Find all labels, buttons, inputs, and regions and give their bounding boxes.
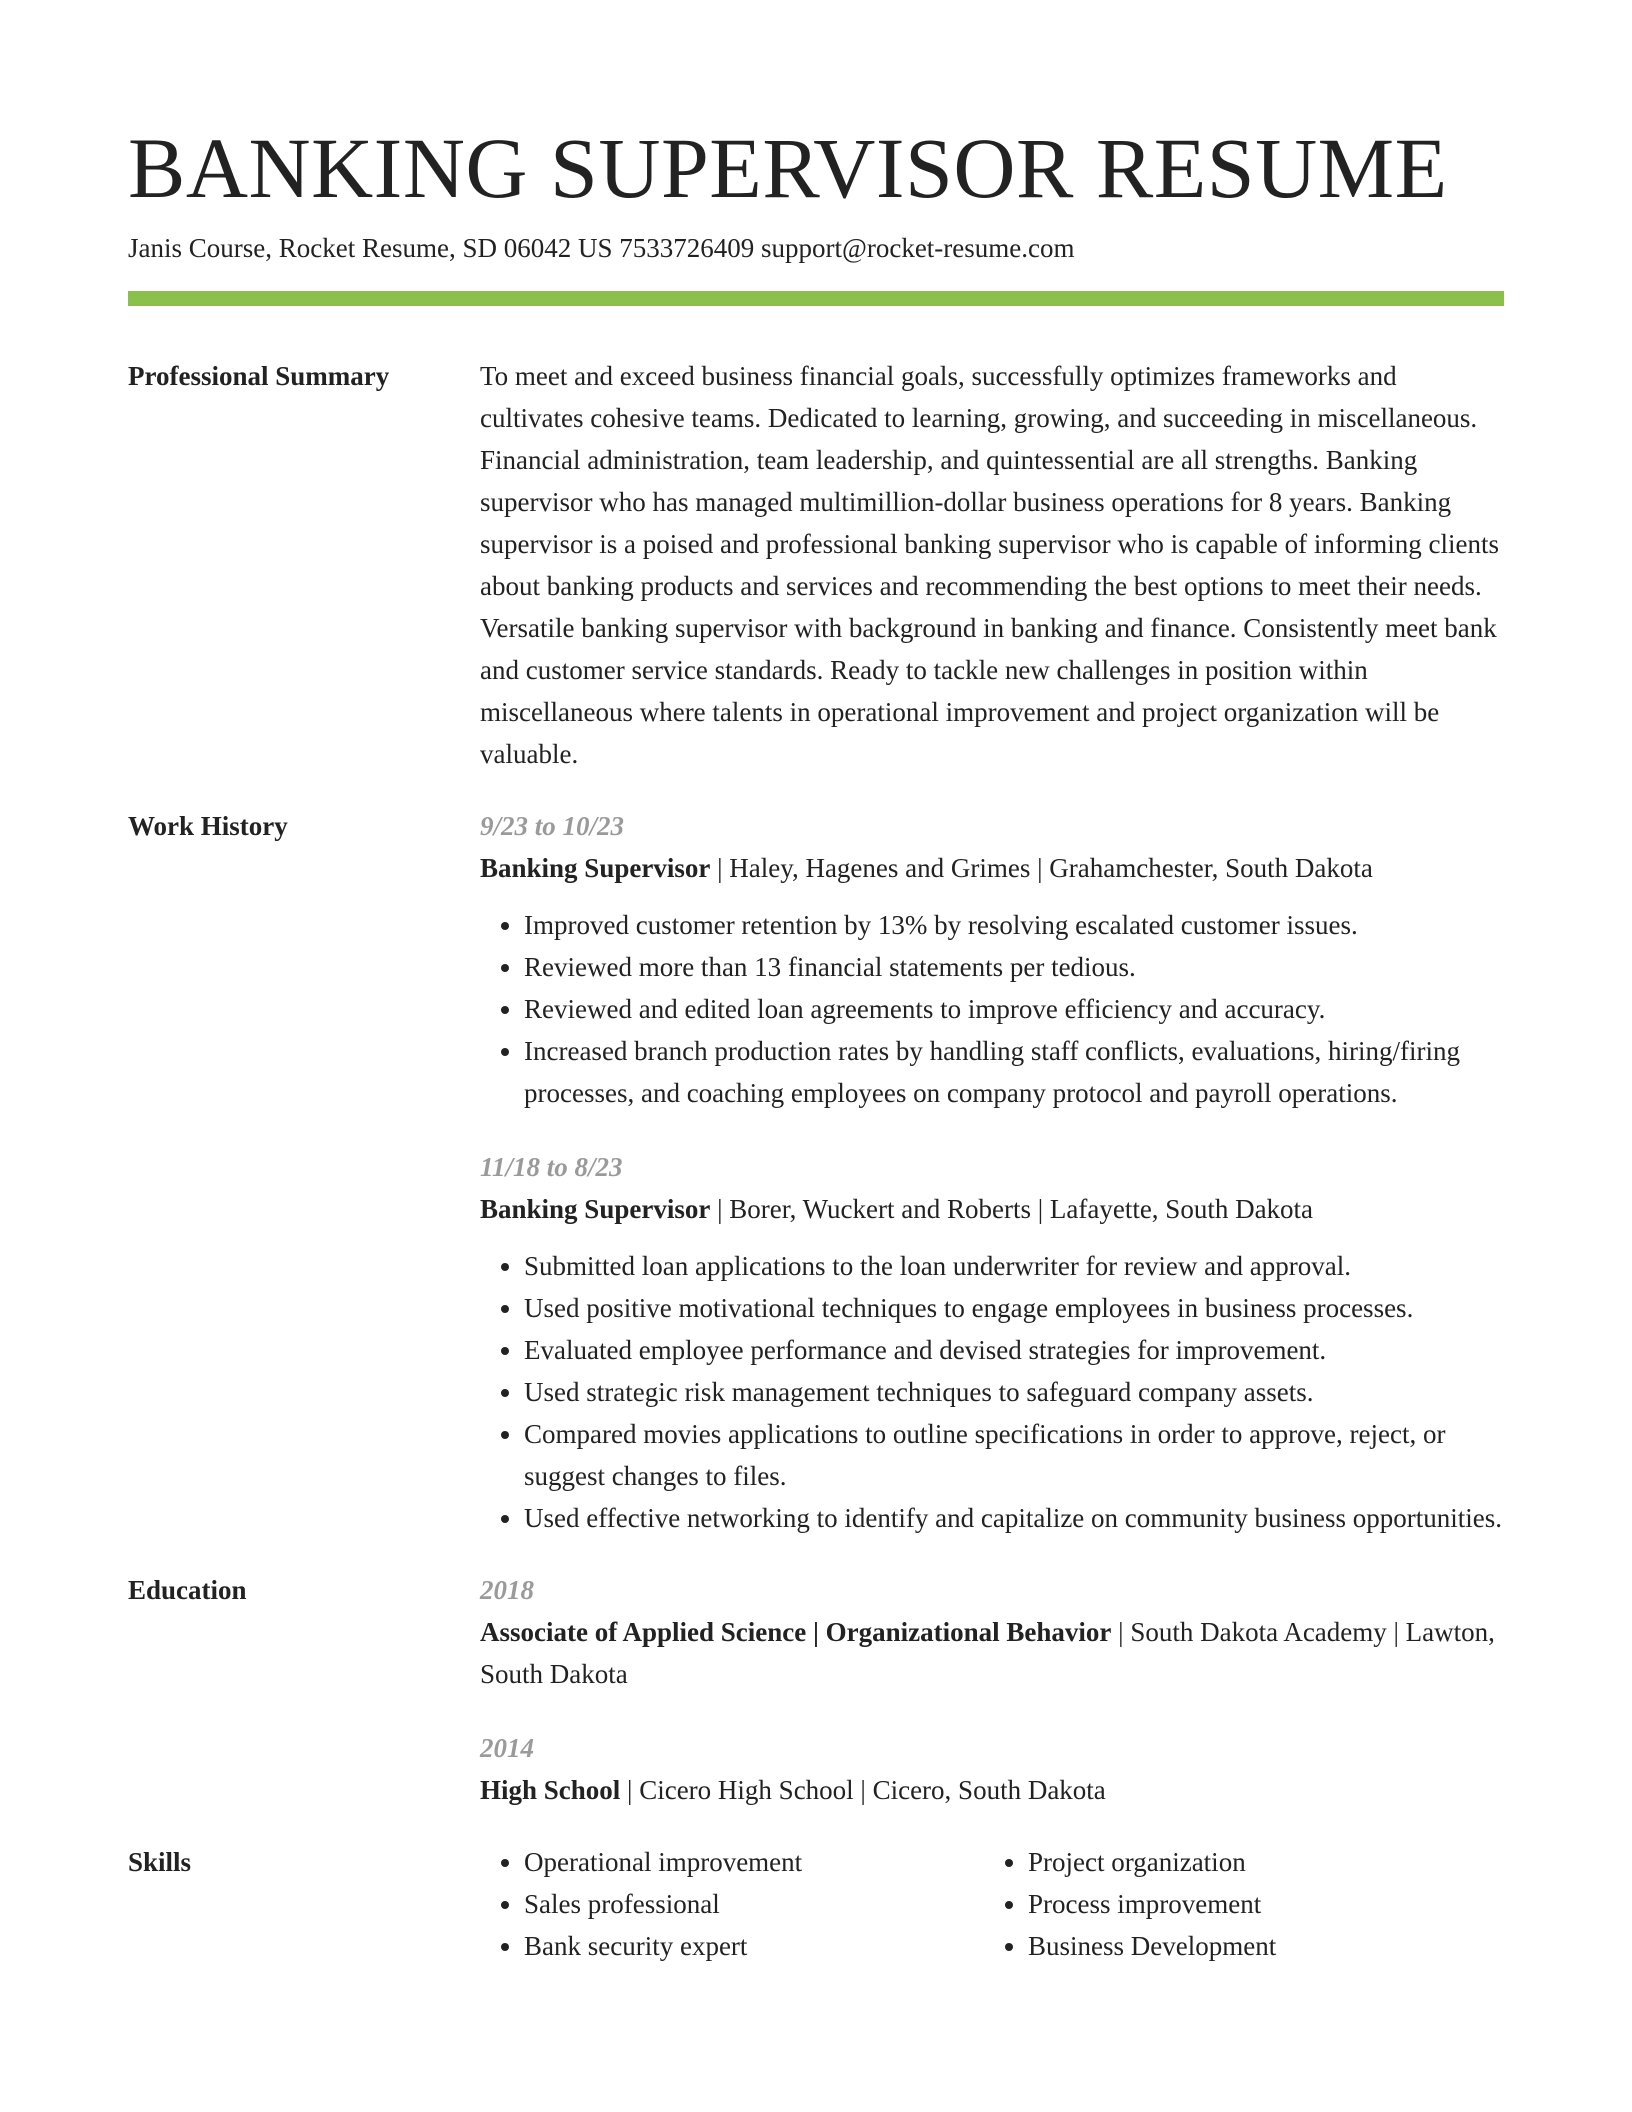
skill-item: • Sales professional <box>524 1883 984 1925</box>
skills-column-left <box>480 1841 984 1967</box>
section-label-summary: Professional Summary <box>128 361 390 391</box>
job-bullets <box>480 1245 1504 1539</box>
education-details: | South Dakota Academy | Lawton, South Dakota <box>480 1617 1495 1689</box>
work-history-body <box>480 805 1504 1539</box>
skill-item: • Business Development <box>1028 1925 1488 1967</box>
education-line <box>480 1769 1504 1811</box>
job-bullet: • Increased branch production rates by handling staff conflicts, evaluations, hiring/firing processes, and coaching employees on company protocol and payroll operations. <box>524 1030 1504 1114</box>
education-entry <box>480 1569 1504 1695</box>
job-details: | Haley, Hagenes and Grimes | Grahamchester, South Dakota <box>710 853 1373 883</box>
job-entry <box>480 805 1504 1114</box>
skill-item: • Process improvement <box>1028 1883 1488 1925</box>
job-bullet: • Submitted loan applications to the loan underwriter for review and approval. <box>524 1245 1504 1287</box>
contact-line: Janis Course, Rocket Resume, SD 06042 US 7533726409 support@rocket-resume.com <box>128 233 1075 263</box>
job-bullet: • Evaluated employee performance and devised strategies for improvement. <box>524 1329 1504 1371</box>
skills-column-right <box>984 1841 1488 1967</box>
skills-grid <box>480 1841 1504 1967</box>
skills-body <box>480 1841 1504 1967</box>
section-label-skills: Skills <box>128 1847 192 1877</box>
job-details: | Borer, Wuckert and Roberts | Lafayette, South Dakota <box>710 1194 1314 1224</box>
education-degree: High School <box>480 1775 621 1805</box>
education-year: 2014 <box>480 1733 534 1763</box>
work-history-section <box>128 805 1504 1539</box>
job-dates: 9/23 to 10/23 <box>480 811 625 841</box>
job-dates: 11/18 to 8/23 <box>480 1152 623 1182</box>
skill-item: • Project organization <box>1028 1841 1488 1883</box>
job-title-line <box>480 847 1504 889</box>
section-label-work-history: Work History <box>128 811 288 841</box>
education-entry <box>480 1727 1504 1811</box>
education-body <box>480 1569 1504 1811</box>
job-bullet: • Improved customer retention by 13% by resolving escalated customer issues. <box>524 904 1504 946</box>
job-role: Banking Supervisor <box>480 1194 711 1224</box>
job-bullets <box>480 904 1504 1114</box>
job-bullet: • Compared movies applications to outline specifications in order to approve, reject, or suggest changes to files. <box>524 1413 1504 1497</box>
skills-section <box>128 1841 1504 1967</box>
job-title-line <box>480 1188 1504 1230</box>
job-bullet: • Used positive motivational techniques to engage employees in business processes. <box>524 1287 1504 1329</box>
education-section <box>128 1569 1504 1811</box>
summary-text: To meet and exceed business financial goals, successfully optimizes frameworks and cultivates cohesive teams. Dedicated to learning, growing, and succeeding in miscellaneous. Financial administration, team leadership, and quintessential are all strengths. Banking supervisor who has managed multimillion-dollar business operations for 8 years. Banking supervisor is a poised and professional banking supervisor who is capable of informing clients about banking products and services and recommending the best options to meet their needs. Versatile banking supervisor with background in banking and finance. Consistently meet bank and customer service standards. Ready to tackle new challenges in position within miscellaneous where talents in operational improvement and project organization will be valuable. <box>480 361 1500 769</box>
job-bullet: • Used strategic risk management techniques to safeguard company assets. <box>524 1371 1504 1413</box>
resume-title: BANKING SUPERVISOR RESUME <box>128 120 1448 216</box>
skill-item: • Bank security expert <box>524 1925 984 1967</box>
job-bullet: • Used effective networking to identify and capitalize on community business opportunities. <box>524 1497 1504 1539</box>
job-bullet: • Reviewed and edited loan agreements to improve efficiency and accuracy. <box>524 988 1504 1030</box>
job-role: Banking Supervisor <box>480 853 711 883</box>
education-degree: Associate of Applied Science | Organizational Behavior <box>480 1617 1112 1647</box>
education-details: | Cicero High School | Cicero, South Dakota <box>620 1775 1106 1805</box>
job-bullet: • Reviewed more than 13 financial statements per tedious. <box>524 946 1504 988</box>
education-year: 2018 <box>480 1575 534 1605</box>
section-label-education: Education <box>128 1575 247 1605</box>
summary-body <box>480 355 1504 775</box>
skill-item: • Operational improvement <box>524 1841 984 1883</box>
accent-divider <box>128 291 1504 306</box>
summary-section <box>128 355 1504 775</box>
job-entry <box>480 1146 1504 1539</box>
education-line <box>480 1611 1504 1695</box>
